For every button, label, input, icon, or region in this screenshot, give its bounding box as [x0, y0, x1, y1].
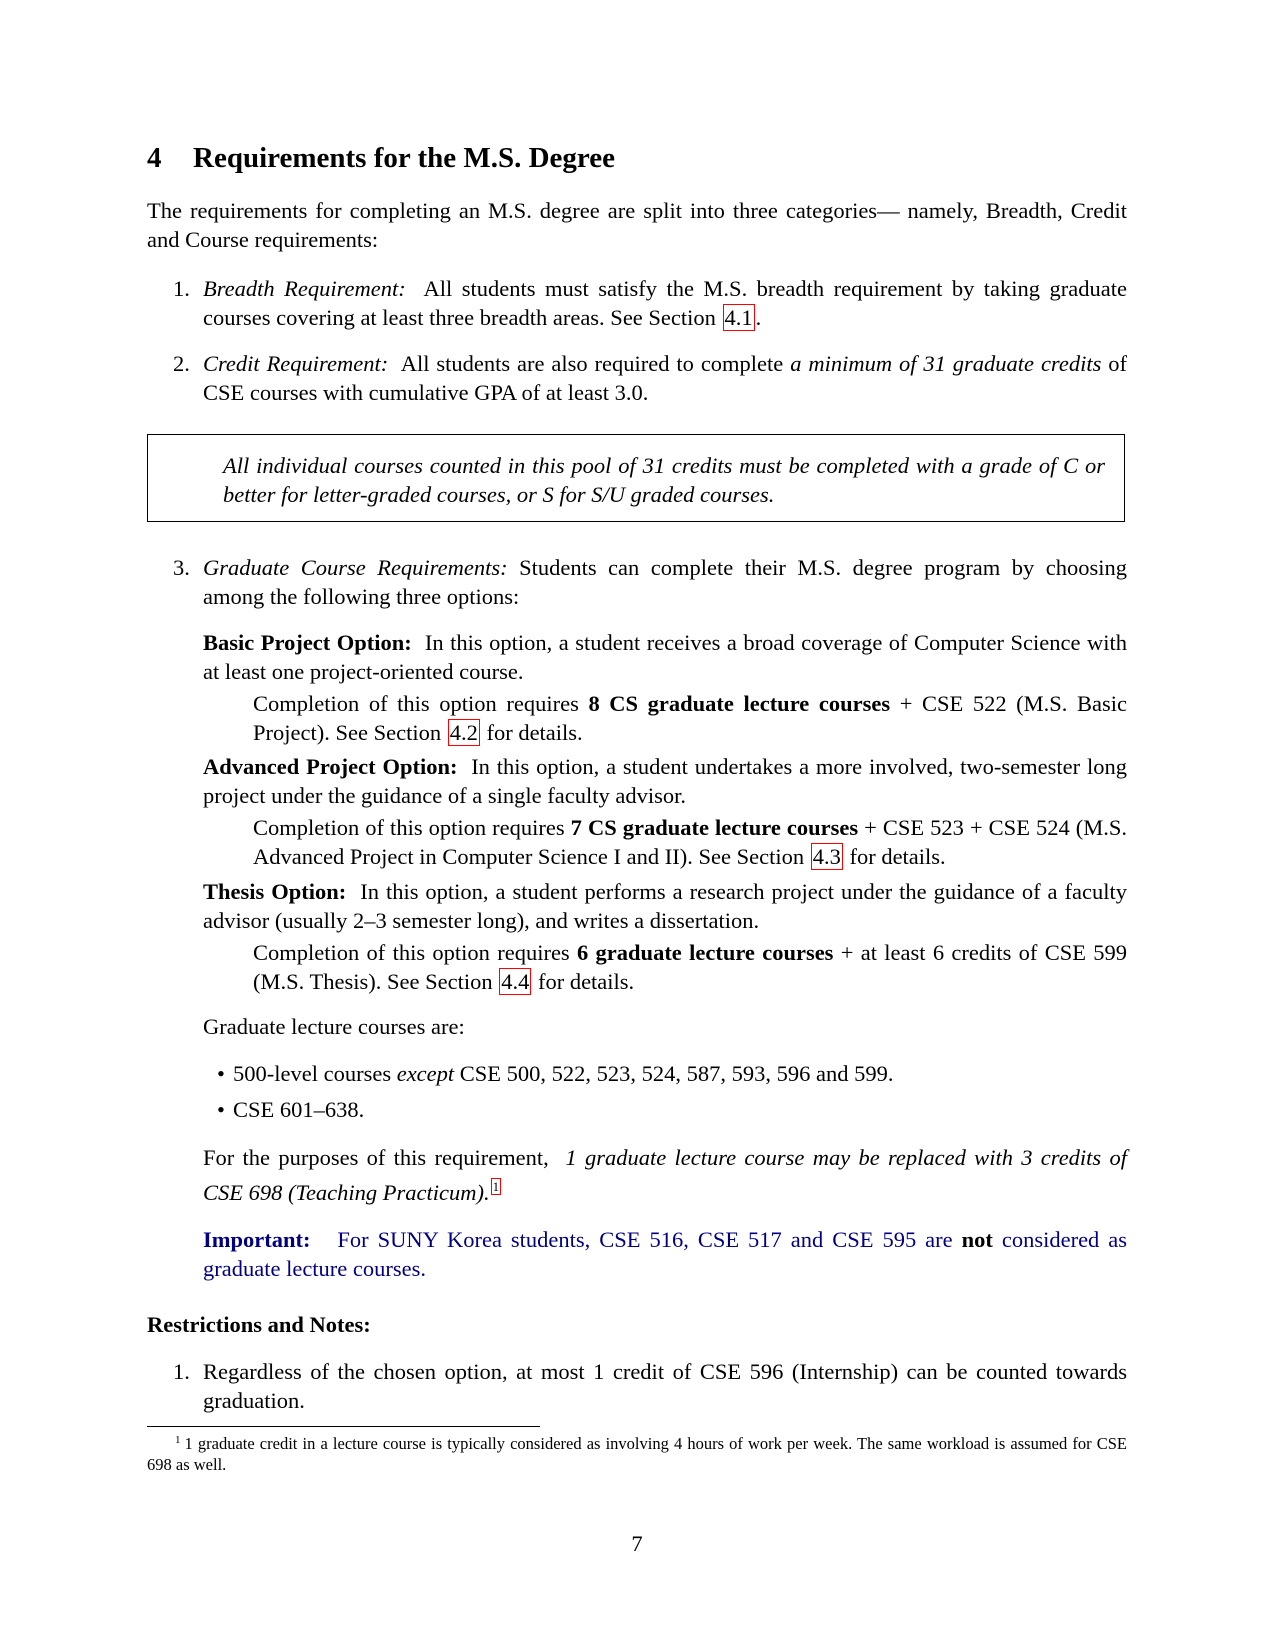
- req-text: for details.: [537, 968, 635, 994]
- option-basic-project: [203, 629, 1127, 747]
- lecture-courses-intro: Graduate lecture courses are:: [203, 1014, 465, 1039]
- option-title: Thesis Option:: [203, 879, 347, 904]
- section-link-4-4[interactable]: 4.4: [501, 968, 530, 994]
- footnote-link-1[interactable]: 1: [492, 1178, 500, 1194]
- restriction-item: [147, 1358, 1127, 1415]
- req-text: + at least 6 credits of CSE 599 (M.S. Thesis). See Section: [253, 940, 1128, 994]
- option-requirement: [253, 690, 1127, 747]
- section-link-4-2[interactable]: 4.2: [449, 719, 478, 745]
- req-bold: 8 CS graduate lecture courses: [588, 691, 891, 716]
- req-text: for details.: [849, 843, 946, 869]
- replacement-emphasis: 1 graduate lecture course may be replaced with 3 credits of CSE 698 (Teaching Practicum).: [203, 1145, 1127, 1205]
- option-title: Basic Project Option:: [203, 630, 412, 655]
- requirement-emphasis: a minimum of 31 graduate credits: [790, 351, 1102, 376]
- bullet-text: CSE 601–638.: [233, 1097, 365, 1122]
- option-desc: In this option, a student receives a broad coverage of Computer Science with at least one project-oriented course.: [203, 630, 1128, 684]
- requirement-text: All students must satisfy the M.S. breadth requirement by taking graduate courses covering at least three breadth areas. See Section: [203, 276, 1127, 330]
- requirement-title: Credit Requirement:: [203, 351, 389, 376]
- important-label: Important:: [203, 1227, 311, 1252]
- bullet-item: [217, 1060, 894, 1089]
- option-requirement: [253, 814, 1127, 871]
- req-bold: 7 CS graduate lecture courses: [570, 815, 859, 840]
- bullet-text: 500-level courses: [233, 1061, 392, 1086]
- list-number: 2.: [173, 351, 190, 376]
- option-title: Advanced Project Option:: [203, 754, 458, 779]
- option-desc: In this option, a student undertakes a more involved, two-semester long project under the guidance of a single faculty advisor.: [203, 754, 1127, 808]
- req-text: for details.: [486, 719, 583, 745]
- option-requirement: [253, 939, 1127, 996]
- bullet-icon: •: [217, 1097, 225, 1122]
- option-advanced-project: [203, 753, 1127, 871]
- req-text: + CSE 522 (M.S. Basic Project). See Section: [253, 691, 1128, 745]
- req-text: Completion of this option requires: [253, 815, 565, 840]
- bullet-text: CSE 500, 522, 523, 524, 587, 593, 596 and 599.: [459, 1061, 894, 1086]
- footnote: [147, 1430, 1127, 1475]
- important-text: For SUNY Korea students, CSE 516, CSE 517 and CSE 595 are: [337, 1227, 953, 1252]
- bullet-item: [217, 1096, 365, 1125]
- req-text: + CSE 523 + CSE 524 (M.S. Advanced Project in Computer Science I and II). See Section: [253, 815, 1128, 869]
- important-text: considered as graduate lecture courses.: [203, 1227, 1128, 1281]
- requirement-breadth: [147, 275, 1127, 332]
- restrictions-heading: Restrictions and Notes:: [147, 1312, 371, 1337]
- option-thesis: [203, 878, 1127, 996]
- replacement-text: For the purposes of this requirement,: [203, 1145, 549, 1170]
- option-desc: In this option, a student performs a research project under the guidance of a faculty advisor (usually 2–3 semester long), and writes a dissertation.: [203, 879, 1127, 933]
- requirement-text: Students can complete their M.S. degree program by choosing among the following three options:: [203, 555, 1127, 609]
- section-heading: [147, 140, 615, 176]
- requirement-course: [147, 554, 1127, 611]
- important-bold: not: [961, 1227, 993, 1252]
- requirement-text: All students are also required to complete: [400, 351, 784, 376]
- footnote-mark: 1: [175, 1434, 181, 1446]
- section-link-4-1[interactable]: 4.1: [724, 304, 753, 330]
- req-text: Completion of this option requires: [253, 940, 570, 965]
- section-number: 4: [147, 142, 162, 174]
- footnote-divider: [147, 1426, 540, 1427]
- credit-note-box: [147, 434, 1125, 522]
- list-number: 3.: [173, 555, 190, 580]
- req-bold: 6 graduate lecture courses: [577, 940, 834, 965]
- footnote-text: 1 graduate credit in a lecture course is typically considered as involving 4 hours of work per week. The same workload is assumed for CSE 698 as well.: [147, 1434, 1127, 1474]
- list-number: 1.: [173, 1359, 190, 1384]
- requirement-title: Graduate Course Requirements:: [203, 555, 508, 580]
- page-number: 7: [631, 1531, 643, 1556]
- requirement-title: Breadth Requirement:: [203, 276, 406, 301]
- req-text: Completion of this option requires: [253, 691, 579, 716]
- replacement-paragraph: [203, 1144, 1127, 1207]
- requirement-credit: [147, 350, 1127, 407]
- list-number: 1.: [173, 276, 190, 301]
- punctuation: .: [755, 304, 762, 330]
- bullet-emphasis: except: [396, 1061, 455, 1086]
- bullet-icon: •: [217, 1061, 225, 1086]
- important-note: [203, 1226, 1127, 1283]
- restriction-text: Regardless of the chosen option, at most 1 credit of CSE 596 (Internship) can be counted towards graduation.: [203, 1359, 1127, 1413]
- section-title: Requirements for the M.S. Degree: [193, 142, 616, 174]
- requirement-text-cont: of CSE courses with cumulative GPA of at least 3.0.: [203, 351, 1128, 405]
- section-link-4-3[interactable]: 4.3: [812, 843, 841, 869]
- credit-note-text: All individual courses counted in this pool of 31 credits must be completed with a grade of C or better for letter-graded courses, or S for S/U graded courses.: [223, 453, 1105, 507]
- intro-paragraph: The requirements for completing an M.S. degree are split into three categories— namely, Breadth, Credit and Course requirements:: [147, 198, 1127, 252]
